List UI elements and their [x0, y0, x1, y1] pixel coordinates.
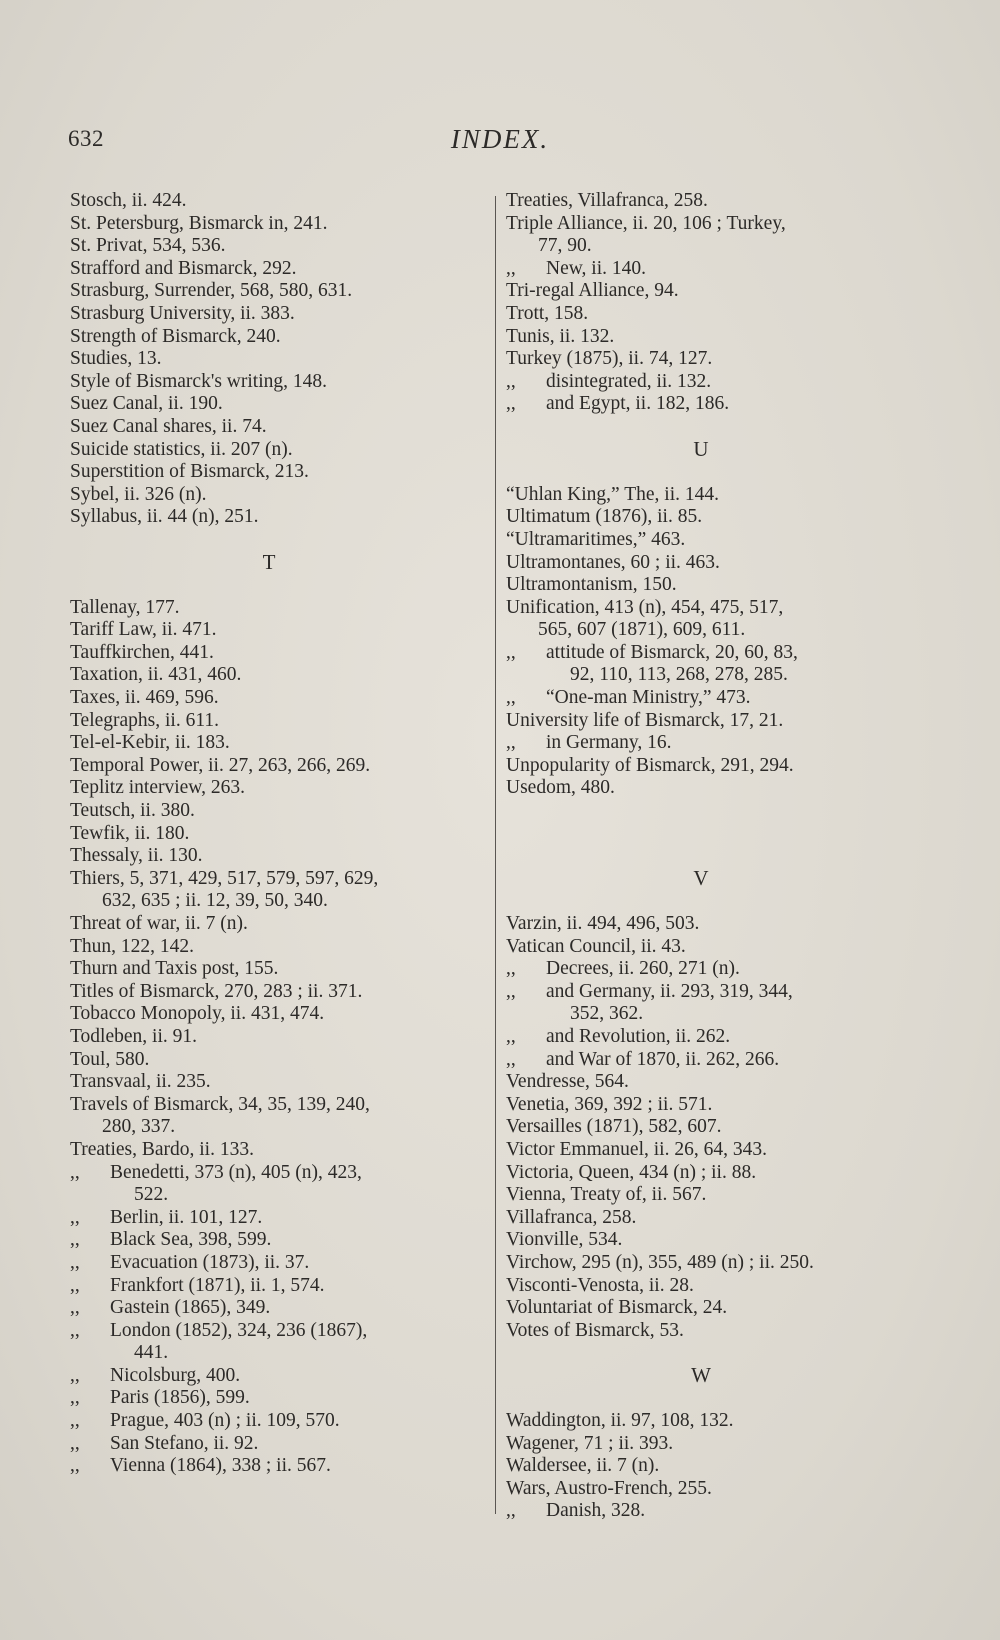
- entry-text: Suez Canal, ii. 190.: [70, 393, 223, 415]
- section-letter-text: T: [262, 549, 276, 574]
- index-entry: [70, 235, 480, 258]
- entry-text: Tariff Law, ii. 471.: [70, 619, 217, 641]
- index-column-left: [70, 190, 480, 1478]
- ditto-mark: ,,: [70, 1251, 80, 1273]
- entry-text: Tewfik, ii. 180.: [70, 822, 190, 844]
- entry-text: disintegrated, ii. 132.: [546, 370, 712, 392]
- index-entry: [70, 393, 480, 416]
- index-subentry: [70, 1320, 480, 1365]
- page-number: 632: [68, 126, 104, 151]
- index-entry: [506, 1207, 926, 1230]
- index-entry: [70, 1094, 480, 1139]
- entry-text: Strasburg, Surrender, 568, 580, 631.: [70, 280, 353, 302]
- entry-text: Victoria, Queen, 434 (n) ; ii. 88.: [506, 1161, 757, 1183]
- index-entry: [506, 1410, 926, 1433]
- index-subentry: [70, 1433, 480, 1456]
- index-entry: [506, 777, 926, 800]
- entry-text: Thiers, 5, 371, 429, 517, 579, 597, 629,: [70, 867, 379, 889]
- entry-text: Benedetti, 373 (n), 405 (n), 423,: [110, 1161, 362, 1183]
- ditto-mark: ,,: [70, 1319, 80, 1341]
- index-subentry: [506, 687, 926, 710]
- ditto-mark: ,,: [70, 1387, 80, 1409]
- index-entry: [70, 936, 480, 959]
- entry-text: Black Sea, 398, 599.: [110, 1229, 272, 1251]
- index-entry: [506, 348, 926, 371]
- ditto-mark: ,,: [506, 958, 516, 980]
- entry-text: Telegraphs, ii. 611.: [70, 709, 220, 731]
- entry-text: and War of 1870, ii. 262, 266.: [546, 1048, 780, 1070]
- index-entry: [70, 416, 480, 439]
- index-entry: [70, 755, 480, 778]
- index-entry: [506, 710, 926, 733]
- index-entry: [70, 461, 480, 484]
- entry-text: Waldersee, ii. 7 (n).: [506, 1455, 660, 1477]
- section-letter: [506, 416, 926, 484]
- index-subentry: [70, 1229, 480, 1252]
- index-entry: [70, 710, 480, 733]
- entry-text: Ultramontanism, 150.: [506, 574, 677, 596]
- ditto-mark: ,,: [70, 1410, 80, 1432]
- entry-continuation: 565, 607 (1871), 609, 611.: [538, 619, 746, 641]
- index-entry: [506, 326, 926, 349]
- index-entry: [506, 484, 926, 507]
- index-entry: [70, 484, 480, 507]
- index-subentry: [70, 1410, 480, 1433]
- entry-text: Thun, 122, 142.: [70, 935, 195, 957]
- entry-text: Villafranca, 258.: [506, 1206, 637, 1228]
- entry-text: Voluntariat of Bismarck, 24.: [506, 1297, 728, 1319]
- index-entry: [70, 371, 480, 394]
- index-entry: [506, 1455, 926, 1478]
- entry-continuation: 92, 110, 113, 268, 278, 285.: [570, 664, 788, 686]
- entry-text: University life of Bismarck, 17, 21.: [506, 709, 784, 731]
- index-entry: [506, 755, 926, 778]
- entry-text: Paris (1856), 599.: [110, 1387, 250, 1409]
- ditto-mark: ,,: [70, 1161, 80, 1183]
- index-subentry: [506, 958, 926, 981]
- index-entry: [506, 552, 926, 575]
- entry-text: Temporal Power, ii. 27, 263, 266, 269.: [70, 754, 371, 776]
- entry-text: Vatican Council, ii. 43.: [506, 935, 686, 957]
- index-entry: [506, 1094, 926, 1117]
- index-subentry: [70, 1162, 480, 1207]
- entry-text: Teplitz interview, 263.: [70, 777, 245, 799]
- entry-continuation: 632, 635 ; ii. 12, 39, 50, 340.: [102, 890, 328, 912]
- index-entry: [506, 1139, 926, 1162]
- entry-text: Votes of Bismarck, 53.: [506, 1319, 684, 1341]
- index-entry: [70, 732, 480, 755]
- index-subentry: [70, 1275, 480, 1298]
- ditto-mark: ,,: [506, 687, 516, 709]
- entry-text: Tallenay, 177.: [70, 596, 180, 618]
- index-entry: [506, 1116, 926, 1139]
- index-entry: [506, 1071, 926, 1094]
- index-subentry: [506, 732, 926, 755]
- column-divider: [495, 196, 496, 1514]
- entry-text: and Revolution, ii. 262.: [546, 1026, 731, 1047]
- entry-text: Strasburg University, ii. 383.: [70, 302, 295, 324]
- ditto-mark: ,,: [506, 1048, 516, 1070]
- entry-text: Travels of Bismarck, 34, 35, 139, 240,: [70, 1093, 370, 1115]
- entry-text: San Stefano, ii. 92.: [110, 1432, 259, 1454]
- entry-text: Teutsch, ii. 380.: [70, 800, 195, 822]
- entry-text: Vionville, 534.: [506, 1229, 623, 1251]
- entry-text: New, ii. 140.: [546, 257, 647, 279]
- entry-text: Tri-regal Alliance, 94.: [506, 280, 679, 302]
- entry-text: Threat of war, ii. 7 (n).: [70, 913, 248, 935]
- entry-text: Turkey (1875), ii. 74, 127.: [506, 348, 713, 370]
- running-head: INDEX.: [450, 124, 550, 154]
- index-subentry: [506, 1500, 926, 1523]
- entry-text: Vendresse, 564.: [506, 1071, 629, 1093]
- index-entry: [70, 280, 480, 303]
- index-entry: [506, 913, 926, 936]
- index-entry: [70, 506, 480, 529]
- spacer: [506, 800, 926, 845]
- entry-text: in Germany, 16.: [546, 732, 672, 754]
- section-letter-text: U: [693, 436, 709, 461]
- index-subentry: [70, 1387, 480, 1410]
- index-entry: [506, 213, 926, 258]
- entry-text: Unpopularity of Bismarck, 291, 294.: [506, 754, 794, 776]
- entry-text: Tunis, ii. 132.: [506, 325, 615, 347]
- entry-text: Usedom, 480.: [506, 777, 615, 799]
- index-subentry: [506, 393, 926, 416]
- entry-text: “Uhlan King,” The, ii. 144.: [506, 483, 720, 505]
- entry-continuation: 352, 362.: [570, 1003, 644, 1025]
- ditto-mark: ,,: [506, 393, 516, 415]
- entry-text: Virchow, 295 (n), 355, 489 (n) ; ii. 250.: [506, 1251, 814, 1273]
- index-entry: [506, 574, 926, 597]
- entry-text: Toul, 580.: [70, 1048, 150, 1070]
- index-entry: [70, 326, 480, 349]
- ditto-mark: ,,: [70, 1206, 80, 1228]
- entry-text: Versailles (1871), 582, 607.: [506, 1116, 722, 1138]
- index-entry: [70, 664, 480, 687]
- entry-text: Titles of Bismarck, 270, 283 ; ii. 371.: [70, 980, 363, 1002]
- entry-text: Ultimatum (1876), ii. 85.: [506, 506, 703, 528]
- section-letter: [506, 845, 926, 913]
- entry-text: Superstition of Bismarck, 213.: [70, 461, 309, 483]
- index-entry: [70, 190, 480, 213]
- ditto-mark: ,,: [506, 980, 516, 1002]
- entry-text: Transvaal, ii. 235.: [70, 1071, 211, 1093]
- entry-text: Triple Alliance, ii. 20, 106 ; Turkey,: [506, 212, 786, 234]
- entry-text: Wars, Austro-French, 255.: [506, 1477, 712, 1499]
- entry-text: Danish, 328.: [546, 1500, 646, 1522]
- ditto-mark: ,,: [70, 1229, 80, 1251]
- index-entry: [506, 1162, 926, 1185]
- index-entry: [506, 1275, 926, 1298]
- entry-continuation: 441.: [134, 1342, 169, 1364]
- entry-text: Thessaly, ii. 130.: [70, 845, 203, 867]
- ditto-mark: ,,: [70, 1432, 80, 1454]
- entry-text: and Germany, ii. 293, 319, 344,: [546, 980, 793, 1002]
- entry-text: Gastein (1865), 349.: [110, 1297, 271, 1319]
- entry-text: Tauffkirchen, 441.: [70, 641, 214, 663]
- entry-text: St. Privat, 534, 536.: [70, 235, 226, 257]
- index-entry: [506, 1184, 926, 1207]
- entry-continuation: 280, 337.: [102, 1116, 176, 1138]
- entry-text: Tel-el-Kebir, ii. 183.: [70, 732, 230, 754]
- index-entry: [70, 258, 480, 281]
- index-entry: [506, 936, 926, 959]
- ditto-mark: ,,: [506, 1500, 516, 1522]
- entry-text: Todleben, ii. 91.: [70, 1025, 197, 1047]
- index-entry: [506, 1320, 926, 1343]
- entry-text: Waddington, ii. 97, 108, 132.: [506, 1410, 734, 1432]
- index-entry: [70, 1071, 480, 1094]
- entry-text: Studies, 13.: [70, 348, 162, 370]
- index-entry: [70, 213, 480, 236]
- entry-text: attitude of Bismarck, 20, 60, 83,: [546, 641, 798, 663]
- entry-text: St. Petersburg, Bismarck in, 241.: [70, 212, 328, 234]
- entry-text: Prague, 403 (n) ; ii. 109, 570.: [110, 1410, 340, 1432]
- index-subentry: [70, 1455, 480, 1478]
- entry-text: Berlin, ii. 101, 127.: [110, 1206, 263, 1228]
- index-entry: [70, 800, 480, 823]
- ditto-mark: ,,: [70, 1455, 80, 1477]
- entry-text: “Ultramaritimes,” 463.: [506, 528, 686, 550]
- index-entry: [70, 823, 480, 846]
- section-letter-text: V: [693, 866, 709, 891]
- entry-continuation: 522.: [134, 1184, 169, 1206]
- entry-text: Taxation, ii. 431, 460.: [70, 664, 242, 686]
- index-entry: [70, 777, 480, 800]
- index-entry: [70, 642, 480, 665]
- index-entry: [506, 280, 926, 303]
- entry-text: Visconti-Venosta, ii. 28.: [506, 1274, 694, 1296]
- entry-text: Ultramontanes, 60 ; ii. 463.: [506, 551, 720, 573]
- ditto-mark: ,,: [506, 641, 516, 663]
- entry-text: Thurn and Taxis post, 155.: [70, 958, 279, 980]
- ditto-mark: ,,: [506, 257, 516, 279]
- index-entry: [506, 1229, 926, 1252]
- entry-text: Treaties, Villafranca, 258.: [506, 190, 708, 211]
- index-entry: [506, 303, 926, 326]
- entry-text: Suez Canal shares, ii. 74.: [70, 415, 267, 437]
- entry-text: Strength of Bismarck, 240.: [70, 325, 281, 347]
- index-subentry: [506, 371, 926, 394]
- ditto-mark: ,,: [506, 1026, 516, 1047]
- index-subentry: [70, 1252, 480, 1275]
- entry-text: Tobacco Monopoly, ii. 431, 474.: [70, 1003, 325, 1025]
- section-letter-text: W: [691, 1363, 711, 1388]
- entry-text: London (1852), 324, 236 (1867),: [110, 1319, 368, 1341]
- index-entry: [70, 958, 480, 981]
- entry-text: Strafford and Bismarck, 292.: [70, 257, 297, 279]
- entry-text: Syllabus, ii. 44 (n), 251.: [70, 506, 259, 528]
- ditto-mark: ,,: [506, 370, 516, 392]
- index-entry: [506, 506, 926, 529]
- index-subentry: [70, 1207, 480, 1230]
- entry-text: Vienna (1864), 338 ; ii. 567.: [110, 1455, 331, 1477]
- entry-text: Style of Bismarck's writing, 148.: [70, 370, 327, 392]
- index-entry: [70, 439, 480, 462]
- entry-text: “One-man Ministry,” 473.: [546, 687, 751, 709]
- index-entry: [506, 1297, 926, 1320]
- index-subentry: [506, 258, 926, 281]
- entry-text: Varzin, ii. 494, 496, 503.: [506, 913, 700, 935]
- index-entry: [70, 845, 480, 868]
- entry-text: Venetia, 369, 392 ; ii. 571.: [506, 1093, 713, 1115]
- entry-text: Decrees, ii. 260, 271 (n).: [546, 958, 740, 980]
- index-entry: [70, 303, 480, 326]
- index-entry: [70, 1003, 480, 1026]
- index-entry: [70, 913, 480, 936]
- index-entry: [506, 190, 926, 213]
- entry-text: Frankfort (1871), ii. 1, 574.: [110, 1274, 325, 1296]
- index-entry: [70, 597, 480, 620]
- section-letter: [70, 529, 480, 597]
- entry-text: Suicide statistics, ii. 207 (n).: [70, 438, 293, 460]
- index-subentry: [506, 642, 926, 687]
- entry-continuation: 77, 90.: [538, 235, 592, 257]
- index-entry: [70, 1049, 480, 1072]
- ditto-mark: ,,: [70, 1364, 80, 1386]
- entry-text: Treaties, Bardo, ii. 133.: [70, 1138, 254, 1160]
- index-subentry: [506, 1026, 926, 1049]
- ditto-mark: ,,: [70, 1297, 80, 1319]
- index-entry: [70, 981, 480, 1004]
- index-entry: [70, 619, 480, 642]
- index-entry: [506, 1433, 926, 1456]
- index-subentry: [70, 1297, 480, 1320]
- index-entry: [506, 597, 926, 642]
- index-subentry: [70, 1365, 480, 1388]
- index-entry: [70, 348, 480, 371]
- ditto-mark: ,,: [506, 732, 516, 754]
- entry-text: Trott, 158.: [506, 302, 589, 324]
- index-entry: [506, 529, 926, 552]
- entry-text: Victor Emmanuel, ii. 26, 64, 343.: [506, 1138, 767, 1160]
- entry-text: Taxes, ii. 469, 596.: [70, 687, 219, 709]
- entry-text: Wagener, 71 ; ii. 393.: [506, 1432, 674, 1454]
- entry-text: Nicolsburg, 400.: [110, 1364, 241, 1386]
- index-column-right: [506, 190, 926, 1523]
- entry-text: Vienna, Treaty of, ii. 567.: [506, 1184, 707, 1206]
- entry-text: and Egypt, ii. 182, 186.: [546, 393, 730, 415]
- section-letter: [506, 1342, 926, 1410]
- index-entry: [70, 1139, 480, 1162]
- index-entry: [70, 1026, 480, 1049]
- entry-text: Evacuation (1873), ii. 37.: [110, 1251, 310, 1273]
- index-subentry: [506, 1049, 926, 1072]
- index-subentry: [506, 981, 926, 1026]
- ditto-mark: ,,: [70, 1274, 80, 1296]
- entry-text: Unification, 413 (n), 454, 475, 517,: [506, 596, 784, 618]
- index-entry: [506, 1478, 926, 1501]
- index-entry: [70, 868, 480, 913]
- entry-text: Stosch, ii. 424.: [70, 190, 187, 211]
- entry-text: Sybel, ii. 326 (n).: [70, 483, 207, 505]
- index-entry: [506, 1252, 926, 1275]
- index-entry: [70, 687, 480, 710]
